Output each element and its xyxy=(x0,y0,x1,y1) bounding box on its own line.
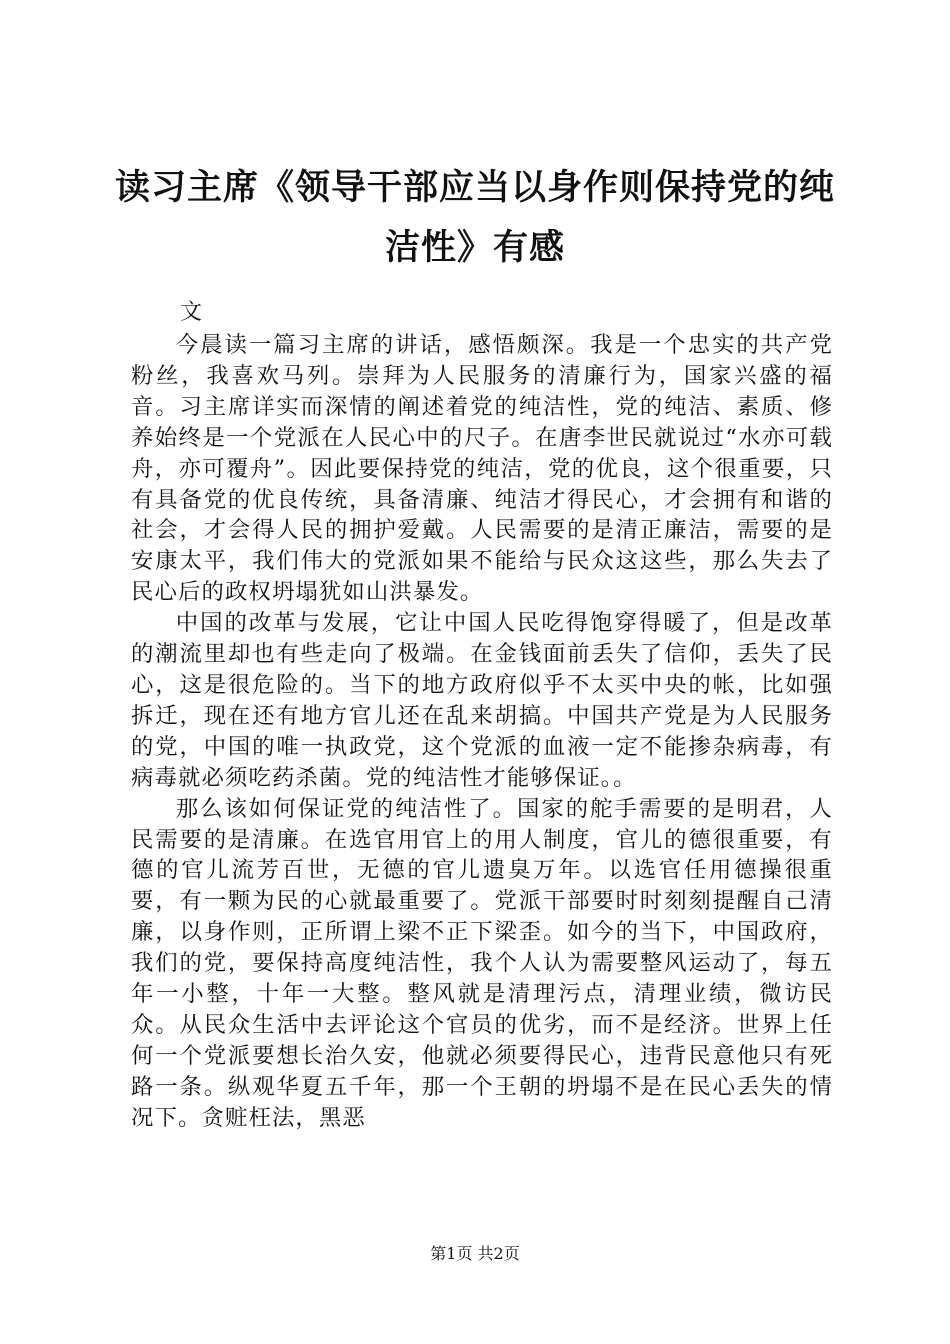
author-label: 文 xyxy=(180,300,203,325)
document-body xyxy=(131,330,833,1134)
page-footer: 第1页 共2页 xyxy=(430,1244,520,1263)
paragraph: 今晨读一篇习主席的讲话，感悟颇深。我是一个忠实的共产党粉丝，我喜欢马列。崇拜为人民服务的清廉行为，国家兴盛的福音。习主席详实而深情的阐述着党的纯洁性，党的纯洁、素质、修养始终是一个党派在人民心中的尺子。在唐李世民就说过“水亦可载舟，亦可覆舟”。因此要保持党的纯洁，党的优良，这个很重要，只有具备党的优良传统，具备清廉、纯洁才得民心，才会拥有和谐的社会，才会得人民的拥护爱戴。人民需要的是清正廉洁，需要的是安康太平，我们伟大的党派如果不能给与民众这这些，那么失去了民心后的政权坍塌犹如山洪暴发。 xyxy=(131,332,833,606)
title-line-1: 读习主席《领导干部应当以身作则保持党的纯 xyxy=(114,167,835,208)
paragraph: 中国的改革与发展，它让中国人民吃得饱穿得暖了，但是改革的潮流里却也有些走向了极端。在金钱面前丢失了信仰，丢失了民心，这是很危险的。当下的地方政府似乎不太买中央的帐，比如强拆迁，现在还有地方官儿还在乱来胡搞。中国共产党是为人民服务的党，中国的唯一执政党，这个党派的血液一定不能掺杂病毒，有病毒就必须吃药杀菌。党的纯洁性才能够保证。。 xyxy=(131,610,833,791)
paragraph: 那么该如何保证党的纯洁性了。国家的舵手需要的是明君，人民需要的是清廉。在选官用官上的用人制度，官儿的德很重要，有德的官儿流芳百世，无德的官儿遗臭万年。以选官任用德操很重要，有一颗为民的心就最重要了。党派干部要时时刻刻提醒自己清廉，以身作则，正所谓上梁不正下梁歪。如今的当下，中国政府，我们的党，要保持高度纯洁性，我个人认为需要整风运动了，每五年一小整，十年一大整。整风就是清理污点，清理业绩，微访民众。从民众生活中去评论这个官员的优劣，而不是经济。世界上任何一个党派要想长治久安，他就必须要得民心，违背民意他只有死路一条。纵观华夏五千年，那一个王朝的坍塌不是在民心丢失的情况下。贪赃枉法，黑恶 xyxy=(131,795,833,1131)
document-title xyxy=(110,158,840,278)
title-line-2: 洁性》有感 xyxy=(384,227,565,268)
